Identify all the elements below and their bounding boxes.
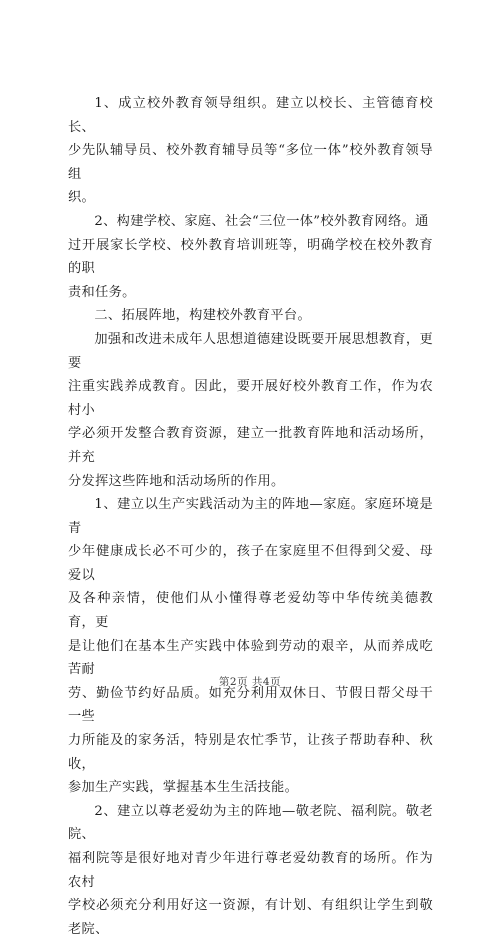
document-body <box>68 92 433 941</box>
section-heading: 二、拓展阵地，构建校外教育平台。 <box>94 308 311 324</box>
paragraph-3: 加强和改进未成年人思想道德建设既要开展思想教育，更要 注重实践养成教育。因此，要开展好校外教育工作，作为农村小 学必须开发整合教育资源，建立一批教育阵地和活动场所，并充 分发挥这些阵地和活动场所的作用。 <box>68 331 433 489</box>
paragraph-5: 2、建立以尊老爱幼为主的阵地—敬老院、福利院。敬老院、 福利院等是很好地对青少年进行尊老爱幼教育的场所。作为农村 学校必须充分利用好这一资源，有计划、有组织让学生到敬老院、 <box>68 803 433 937</box>
page-footer: 第2页 共4页 <box>218 676 282 688</box>
paragraph-1: 1、成立校外教育领导组织。建立以校长、主管德育校长、 少先队辅导员、校外教育辅导员等“多位一体”校外教育领导组 织。 <box>68 96 433 206</box>
paragraph-4: 1、建立以生产实践活动为主的阵地—家庭。家庭环境是青 少年健康成长必不可少的，孩子在家庭里不但得到父爱、母爱以 及各种亲情，使他们从小懂得尊老爱幼等中华传统美德教育，更 是让他们在基本生产实践中体验到劳动的艰辛，从而养成吃苦耐 劳、勤俭节约好品质。如充分利用双休日、节假日帮父母干一些 力所能及的家务活，特别是农忙季节，让孩子帮助春种、秋收， 参加生产实践，掌握基本生生活技能。 <box>68 497 433 796</box>
paragraph-2: 2、构建学校、家庭、社会“三位一体”校外教育网络。通 过开展家长学校、校外教育培训班等，明确学校在校外教育的职 责和任务。 <box>68 213 433 300</box>
